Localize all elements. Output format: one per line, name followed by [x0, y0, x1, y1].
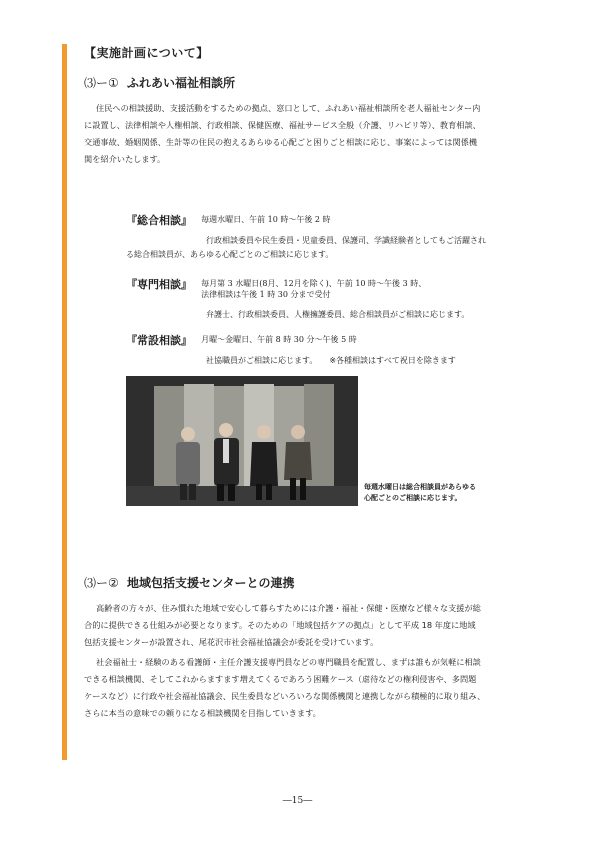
partnership-line: ケースなど）に行政や社会福祉協議会、民生委員などいろいろな関係機関と連携しながら積極的に取り組み、	[84, 691, 486, 701]
sub-heading-2-number: ⑶ー②	[84, 576, 119, 590]
intro-line: 住民への相談援助、支援活動をするための拠点、窓口として、ふれあい福祉相談所を老人福祉センター内	[96, 103, 481, 113]
intro-line: に設置し、法律相談や人権相談、行政相談、保健医療、福祉サービス全般（介護、リハビリ等）、教育相談、	[84, 120, 481, 130]
consultation-general	[126, 212, 546, 262]
consultation-label: 『専門相談』	[126, 278, 192, 291]
photo-caption-line: 心配ごとのご相談に応じます。	[364, 494, 462, 502]
intro-line: 関を紹介いたします。	[84, 154, 166, 164]
sub-heading-2	[84, 574, 294, 591]
consultation-desc	[126, 308, 546, 322]
consultation-desc-line: る総合相談員が、あらゆる心配ごとのご相談に応じます。	[126, 250, 334, 259]
partnership-line: さらに本当の意味での頼りになる相談機関を目指していきます。	[84, 708, 321, 718]
partnership-line: 高齢者の方々が、住み慣れた地域で安心して暮らすためには介護・福祉・保健・医療など様々な支援が総	[96, 603, 481, 613]
consultation-schedule: 毎週水曜日、午前 10 時～午後 2 時	[201, 215, 331, 224]
consultation-regular	[126, 332, 546, 368]
partnership-line: 社会福祉士・経験のある看護師・主任介護支援専門員などの専門職員を配置し、まずは誰もが気軽に相談	[96, 657, 481, 667]
partnership-paragraph-2	[84, 654, 544, 722]
partnership-line: できる相談機関、そしてこれからますます増えてくるであろう困難ケース（虐待などの権利侵害や、多問題	[84, 674, 477, 684]
accent-bar	[62, 44, 67, 760]
consultation-desc-line: 社協職員がご相談に応じます。 ※各種相談はすべて祝日を除きます	[206, 356, 456, 365]
sub-heading-1-title: ふれあい福祉相談所	[126, 76, 235, 90]
consultation-schedule-line: 法律相談は午後 1 時 30 分まで受付	[201, 290, 331, 299]
intro-line: 交通事故、婚姻関係、生計等の住民の抱えるあらゆる心配ごと困りごと相談に応じ、事案によっては関係機	[84, 137, 478, 147]
page-number: ―15―	[282, 796, 313, 806]
consultation-desc	[126, 234, 546, 262]
consultation-desc-line: 行政相談委員や民生委員・児童委員、保護司、学識経験者としてもご活躍され	[206, 236, 486, 245]
sub-heading-1-number: ⑶ー①	[84, 76, 119, 90]
group-photo	[126, 376, 358, 506]
photo-caption	[364, 482, 514, 504]
group-photo-illustration	[126, 376, 358, 506]
consultation-special	[126, 276, 546, 322]
consultation-schedule: 月曜～金曜日、午前 8 時 30 分～午後 5 時	[201, 335, 357, 344]
consultation-label: 『総合相談』	[126, 214, 192, 227]
sub-heading-2-title: 地域包括支援センターとの連携	[126, 576, 295, 590]
consultation-schedule-line: 毎月第 3 水曜日(8月、12月を除く)、午前 10 時～午後 3 時、	[201, 279, 427, 288]
partnership-paragraph-1	[84, 600, 544, 651]
intro-paragraph	[84, 100, 544, 168]
partnership-line: 合的に提供できる仕組みが必要となります。そのための「地域包括ケアの拠点」として平成 18 年度に地域	[84, 620, 476, 630]
sub-heading-1	[84, 74, 235, 91]
consultation-desc-line: 弁護士、行政相談委員、人権擁護委員、総合相談員がご相談に応じます。	[206, 310, 470, 319]
consultation-desc	[126, 354, 546, 368]
section-title: 【実施計画について】	[84, 46, 209, 60]
consultation-schedule	[201, 276, 541, 300]
photo-caption-line: 毎週水曜日は総合相談員があらゆる	[364, 483, 476, 491]
partnership-line: 包括支援センターが設置され、尾花沢市社会福祉協議会が委託を受けています。	[84, 637, 379, 647]
consultation-label: 『常設相談』	[126, 334, 192, 347]
